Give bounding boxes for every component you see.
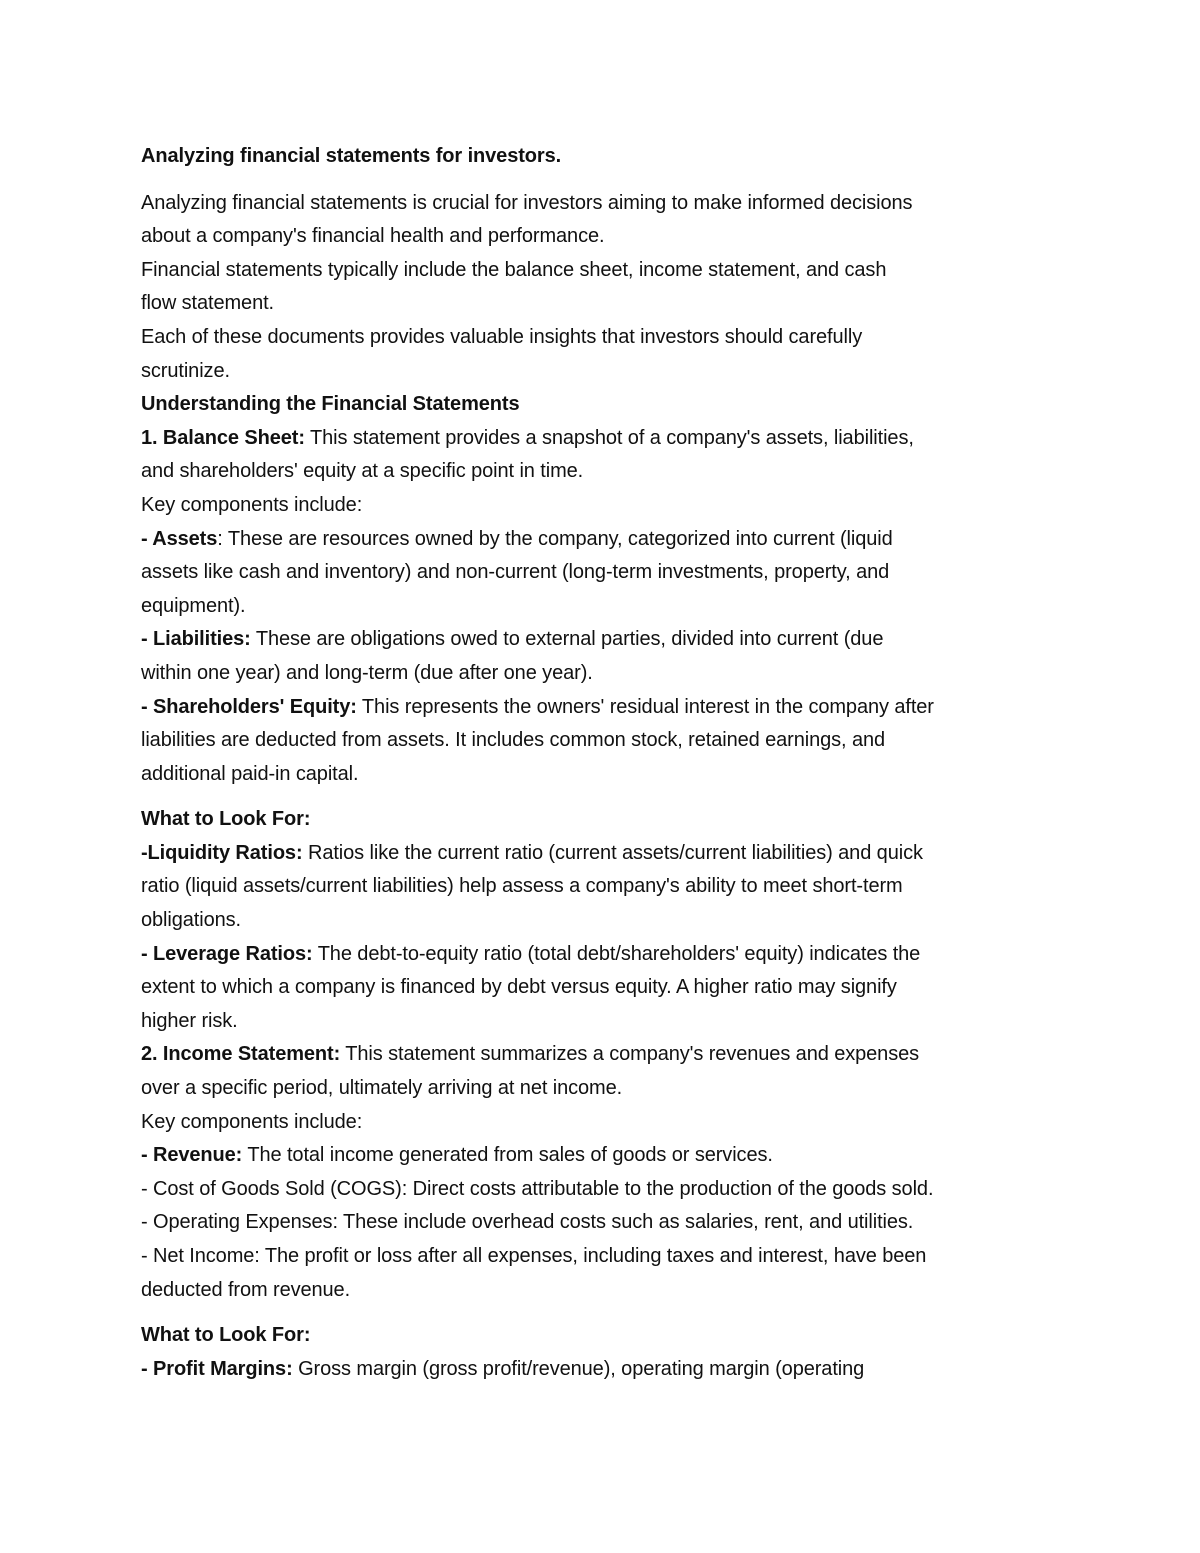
liabilities-text: These are obligations owed to external parties, divided into current (due — [250, 628, 884, 651]
profit-margins-text: Gross margin (gross profit/revenue), operating margin (operating — [292, 1357, 865, 1380]
liquidity-item — [141, 837, 1061, 871]
assets-text: : These are resources owned by the company, categorized into current (liquid — [217, 527, 893, 550]
assets-label: - Assets — [141, 527, 218, 550]
opex-item: - Operating Expenses: These include overhead costs such as salaries, rent, and utilities. — [141, 1211, 914, 1234]
revenue-text: The total income generated from sales of goods or services. — [242, 1144, 773, 1167]
balance-sheet-line: and shareholders' equity at a specific point in time. — [141, 460, 584, 483]
cogs-item: - Cost of Goods Sold (COGS): Direct costs attributable to the production of the goods sold. — [141, 1177, 934, 1200]
intro-line: about a company's financial health and performance. — [141, 225, 605, 248]
balance-sheet-text: This statement provides a snapshot of a company's assets, liabilities, — [304, 426, 914, 449]
equity-text: This represents the owners' residual interest in the company after — [356, 695, 934, 718]
assets-item-cont: equipment). — [141, 594, 246, 617]
what-to-look-for-heading: What to Look For: — [141, 808, 311, 831]
revenue-item — [141, 1139, 1061, 1173]
what-to-look-for-heading: What to Look For: — [141, 1324, 311, 1347]
intro-line: Analyzing financial statements is crucial for investors aiming to make informed decisions — [141, 191, 913, 214]
profit-margins-label: - Profit Margins: — [141, 1357, 293, 1380]
assets-item-cont: assets like cash and inventory) and non-current (long-term investments, property, and — [141, 561, 890, 584]
leverage-item — [141, 938, 1061, 972]
key-components-label: Key components include: — [141, 493, 363, 516]
liquidity-item-cont: obligations. — [141, 909, 241, 932]
profit-margins-item — [141, 1353, 1061, 1387]
equity-label: - Shareholders' Equity: — [141, 695, 357, 718]
income-statement-text: This statement summarizes a company's revenues and expenses — [340, 1043, 920, 1066]
leverage-item-cont: extent to which a company is financed by debt versus equity. A higher ratio may signify — [141, 976, 897, 999]
intro-line: Each of these documents provides valuable insights that investors should carefully — [141, 325, 863, 348]
income-statement-label: 2. Income Statement: — [141, 1043, 341, 1066]
assets-item — [141, 523, 1061, 557]
liquidity-label: -Liquidity Ratios: — [141, 841, 303, 864]
document-body — [141, 140, 1061, 1386]
section-heading: Understanding the Financial Statements — [141, 393, 520, 416]
liabilities-item — [141, 623, 1061, 657]
spacer — [141, 1307, 1061, 1319]
leverage-item-cont: higher risk. — [141, 1009, 238, 1032]
income-statement-line — [141, 1038, 1061, 1072]
document-title: Analyzing financial statements for investors. — [141, 145, 562, 167]
spacer — [141, 791, 1061, 803]
key-components-label: Key components include: — [141, 1110, 363, 1133]
liquidity-text: Ratios like the current ratio (current assets/current liabilities) and quick — [302, 841, 923, 864]
equity-item — [141, 691, 1061, 725]
leverage-text: The debt-to-equity ratio (total debt/shareholders' equity) indicates the — [312, 942, 921, 965]
equity-item-cont: liabilities are deducted from assets. It includes common stock, retained earnings, and — [141, 729, 886, 752]
balance-sheet-line — [141, 422, 1061, 456]
liquidity-item-cont: ratio (liquid assets/current liabilities) help assess a company's ability to meet short-term — [141, 875, 903, 898]
liabilities-item-cont: within one year) and long-term (due after one year). — [141, 661, 593, 684]
equity-item-cont: additional paid-in capital. — [141, 762, 359, 785]
intro-line: flow statement. — [141, 292, 275, 315]
income-statement-line: over a specific period, ultimately arriving at net income. — [141, 1077, 623, 1100]
balance-sheet-label: 1. Balance Sheet: — [141, 426, 305, 449]
spacer — [141, 174, 1061, 187]
leverage-label: - Leverage Ratios: — [141, 942, 313, 965]
revenue-label: - Revenue: — [141, 1144, 243, 1167]
intro-line: scrutinize. — [141, 359, 230, 382]
liabilities-label: - Liabilities: — [141, 628, 251, 651]
intro-line: Financial statements typically include the balance sheet, income statement, and cash — [141, 258, 887, 281]
net-income-item: - Net Income: The profit or loss after all expenses, including taxes and interest, have been — [141, 1245, 927, 1267]
net-income-item-cont: deducted from revenue. — [141, 1278, 351, 1301]
